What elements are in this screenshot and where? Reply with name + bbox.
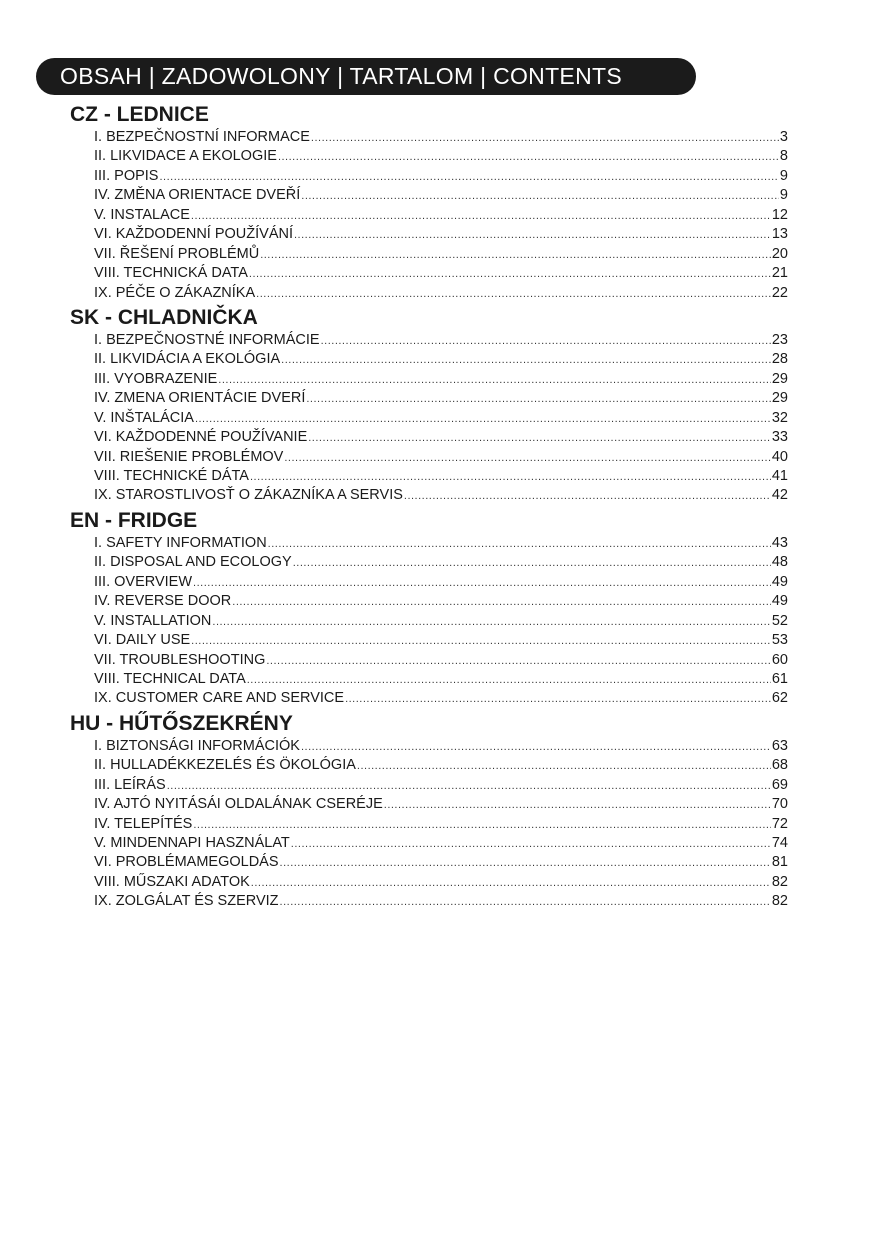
toc-entry[interactable] — [94, 815, 788, 834]
toc-section-sk — [70, 305, 788, 506]
dot-leader — [266, 652, 771, 671]
toc-entry[interactable] — [94, 206, 788, 225]
dot-leader — [268, 535, 771, 554]
toc-entry[interactable] — [94, 873, 788, 892]
toc-entry-label: VIII. TECHNICKÉ DÁTA — [94, 468, 249, 484]
toc-entry[interactable] — [94, 756, 788, 775]
toc-entry-page: 48 — [771, 554, 788, 571]
toc-entry-page: 29 — [771, 370, 788, 387]
toc-entry[interactable] — [94, 370, 788, 389]
toc-entry-label: II. LIKVIDACE A EKOLOGIE — [94, 148, 277, 165]
toc-entry[interactable] — [94, 147, 788, 166]
toc-entry[interactable] — [94, 467, 788, 486]
toc-entry[interactable] — [94, 612, 788, 631]
dot-leader — [193, 816, 771, 835]
toc-entry-label: VI. DAILY USE — [94, 632, 191, 649]
toc-entry-page: 49 — [771, 573, 788, 590]
toc-entry-label: V. INŠTALÁCIA — [94, 409, 194, 426]
toc-entry-label: IX. STAROSTLIVOSŤ O ZÁKAZNÍKA A SERVIS — [94, 487, 403, 504]
toc-entry-page: 8 — [779, 148, 788, 165]
toc-entry-page: 72 — [771, 815, 788, 832]
toc-entry-page: 23 — [771, 331, 788, 348]
toc-entry[interactable] — [94, 225, 788, 244]
toc-entry-label: I. BEZPEČNOSTNÍ INFORMACE — [94, 129, 310, 145]
section-title: CZ - LEDNICE — [70, 103, 209, 126]
dot-leader — [321, 332, 771, 351]
dot-leader — [278, 148, 779, 167]
dot-leader — [193, 574, 771, 593]
toc-entry-page: 40 — [771, 448, 788, 465]
toc-entry-page: 42 — [771, 487, 788, 504]
toc-entry-label: V. INSTALACE — [94, 206, 190, 223]
dot-leader — [250, 468, 771, 487]
toc-entry[interactable] — [94, 592, 788, 611]
dot-leader — [301, 187, 779, 206]
dot-leader — [232, 593, 771, 612]
toc-entry-page: 60 — [771, 651, 788, 668]
toc-entry-page: 9 — [779, 167, 788, 184]
toc-entry[interactable] — [94, 834, 788, 853]
toc-entry-page: 28 — [771, 351, 788, 368]
toc-entry[interactable] — [94, 409, 788, 428]
dot-leader — [247, 671, 771, 690]
dot-leader — [251, 874, 771, 893]
dot-leader — [284, 449, 771, 468]
toc-entry[interactable] — [94, 284, 788, 303]
dot-leader — [280, 893, 771, 912]
section-title: EN - FRIDGE — [70, 508, 198, 532]
toc-entry[interactable] — [94, 428, 788, 447]
dot-leader — [294, 226, 771, 245]
dot-leader — [260, 246, 771, 265]
toc-entry-label: III. VYOBRAZENIE — [94, 370, 218, 387]
dot-leader — [293, 554, 771, 573]
toc-entry[interactable] — [94, 389, 788, 408]
dot-leader — [311, 129, 779, 148]
toc-entry-page: 63 — [771, 737, 788, 754]
toc-entry[interactable] — [94, 737, 788, 756]
toc-entry-label: I. SAFETY INFORMATION — [94, 534, 267, 551]
dot-leader — [218, 371, 771, 390]
toc-entry-label: VIII. TECHNICKÁ DATA — [94, 265, 248, 282]
toc-entry-page: 41 — [771, 468, 788, 484]
toc-entry-page: 43 — [771, 534, 788, 551]
toc-entry-label: VII. RIEŠENIE PROBLÉMOV — [94, 448, 284, 465]
toc-entry-label: VII. ŘEŠENÍ PROBLÉMŮ — [94, 245, 260, 262]
toc-entry-page: 70 — [771, 796, 788, 813]
contents-banner — [36, 58, 696, 95]
toc-entry-page: 29 — [771, 390, 788, 407]
toc-entry-label: II. LIKVIDÁCIA A EKOLÓGIA — [94, 351, 281, 368]
contents-title: OBSAH | ZADOWOLONY | TARTALOM | CONTENTS — [60, 63, 622, 89]
toc-entry-page: 32 — [771, 409, 788, 426]
toc-entry-page: 82 — [771, 873, 788, 890]
dot-leader — [167, 777, 771, 796]
toc-entry[interactable] — [94, 245, 788, 264]
toc-entry[interactable] — [94, 534, 788, 553]
toc-entry-label: IV. ZMENA ORIENTÁCIE DVERÍ — [94, 390, 306, 407]
toc-entry-page: 62 — [771, 690, 788, 707]
toc-entry[interactable] — [94, 167, 788, 186]
toc-entry[interactable] — [94, 128, 788, 147]
dot-leader — [159, 168, 778, 187]
toc-entry[interactable] — [94, 486, 788, 505]
toc-entry-page: 68 — [771, 757, 788, 774]
toc-entry[interactable] — [94, 350, 788, 369]
toc-entry-label: VI. PROBLÉMAMEGOLDÁS — [94, 854, 279, 871]
dot-leader — [291, 835, 771, 854]
dot-leader — [280, 854, 771, 873]
toc-entry-label: V. MINDENNAPI HASZNÁLAT — [94, 835, 290, 851]
toc-entry-label: VI. KAŽDODENNÍ POUŽÍVÁNÍ — [94, 226, 293, 243]
toc-entry-page: 3 — [779, 129, 788, 145]
section-title: HU - HŰTŐSZEKRÉNY — [70, 711, 293, 735]
toc-entry[interactable] — [94, 264, 788, 283]
toc-entry-label: VI. KAŽDODENNÉ POUŽÍVANIE — [94, 429, 308, 446]
dot-leader — [191, 632, 771, 651]
toc-entry-label: IX. ZOLGÁLAT ÉS SZERVIZ — [94, 893, 279, 910]
toc-entry[interactable] — [94, 573, 788, 592]
toc-entry-label: IV. TELEPÍTÉS — [94, 815, 193, 832]
toc-entry-label: III. OVERVIEW — [94, 573, 193, 590]
toc-entry[interactable] — [94, 853, 788, 872]
toc-entry[interactable] — [94, 670, 788, 689]
toc-entry-label: VIII. TECHNICAL DATA — [94, 670, 246, 687]
dot-leader — [249, 265, 771, 284]
section-title: SK - CHLADNIČKA — [70, 305, 258, 329]
toc-entry[interactable] — [94, 795, 788, 814]
toc-entry-page: 74 — [771, 835, 788, 851]
toc-entry-label: I. BEZPEČNOSTNÉ INFORMÁCIE — [94, 331, 320, 348]
toc-entry[interactable] — [94, 651, 788, 670]
toc-entry[interactable] — [94, 689, 788, 708]
toc-section-hu — [70, 711, 788, 912]
dot-leader — [384, 796, 771, 815]
dot-leader — [357, 757, 771, 776]
toc-entry-page: 52 — [771, 612, 788, 629]
toc-entry-label: IX. PÉČE O ZÁKAZNÍKA — [94, 284, 256, 301]
dot-leader — [212, 613, 770, 632]
toc-entry[interactable] — [94, 331, 788, 350]
toc-entry-label: IX. CUSTOMER CARE AND SERVICE — [94, 690, 345, 707]
toc-entry-label: III. POPIS — [94, 167, 159, 184]
toc-entry-page: 13 — [771, 226, 788, 243]
toc-entry-page: 22 — [771, 284, 788, 301]
toc-entry-page: 82 — [771, 893, 788, 910]
toc-entry-label: VII. TROUBLESHOOTING — [94, 651, 266, 668]
toc-entry-page: 20 — [771, 245, 788, 262]
table-of-contents — [70, 102, 788, 912]
toc-entry[interactable] — [94, 776, 788, 795]
toc-entry-page: 21 — [771, 265, 788, 282]
dot-leader — [301, 738, 771, 757]
dot-leader — [345, 690, 771, 709]
toc-entry-page: 69 — [771, 776, 788, 793]
toc-entry-label: IV. ZMĚNA ORIENTACE DVEŘÍ — [94, 187, 301, 204]
dot-leader — [308, 429, 771, 448]
toc-entry-page: 33 — [771, 429, 788, 446]
toc-section-en — [70, 508, 788, 709]
toc-entry-page: 61 — [771, 670, 788, 687]
dot-leader — [281, 351, 771, 370]
toc-entry-page: 53 — [771, 632, 788, 649]
dot-leader — [195, 410, 771, 429]
dot-leader — [191, 207, 771, 226]
toc-entry-label: V. INSTALLATION — [94, 612, 212, 629]
toc-entry-label: II. HULLADÉKKEZELÉS ÉS ÖKOLÓGIA — [94, 757, 356, 774]
dot-leader — [256, 285, 771, 304]
toc-entry[interactable] — [94, 631, 788, 650]
toc-entry-page: 81 — [771, 854, 788, 871]
dot-leader — [404, 487, 771, 506]
toc-entry-page: 12 — [771, 206, 788, 223]
toc-entry[interactable] — [94, 448, 788, 467]
toc-entry[interactable] — [94, 553, 788, 572]
toc-entry[interactable] — [94, 186, 788, 205]
toc-entry-page: 9 — [779, 187, 788, 204]
toc-entry-label: IV. REVERSE DOOR — [94, 593, 232, 610]
toc-entry-label: VIII. MŰSZAKI ADATOK — [94, 873, 250, 890]
dot-leader — [306, 390, 770, 409]
toc-entry-page: 49 — [771, 593, 788, 610]
toc-entry-label: IV. AJTÓ NYITÁSÁI OLDALÁNAK CSERÉJE — [94, 796, 383, 813]
toc-entry-label: III. LEÍRÁS — [94, 776, 166, 793]
toc-entry-label: II. DISPOSAL AND ECOLOGY — [94, 554, 292, 571]
toc-entry-label: I. BIZTONSÁGI INFORMÁCIÓK — [94, 737, 300, 754]
toc-entry[interactable] — [94, 892, 788, 911]
toc-section-cz — [70, 102, 788, 303]
